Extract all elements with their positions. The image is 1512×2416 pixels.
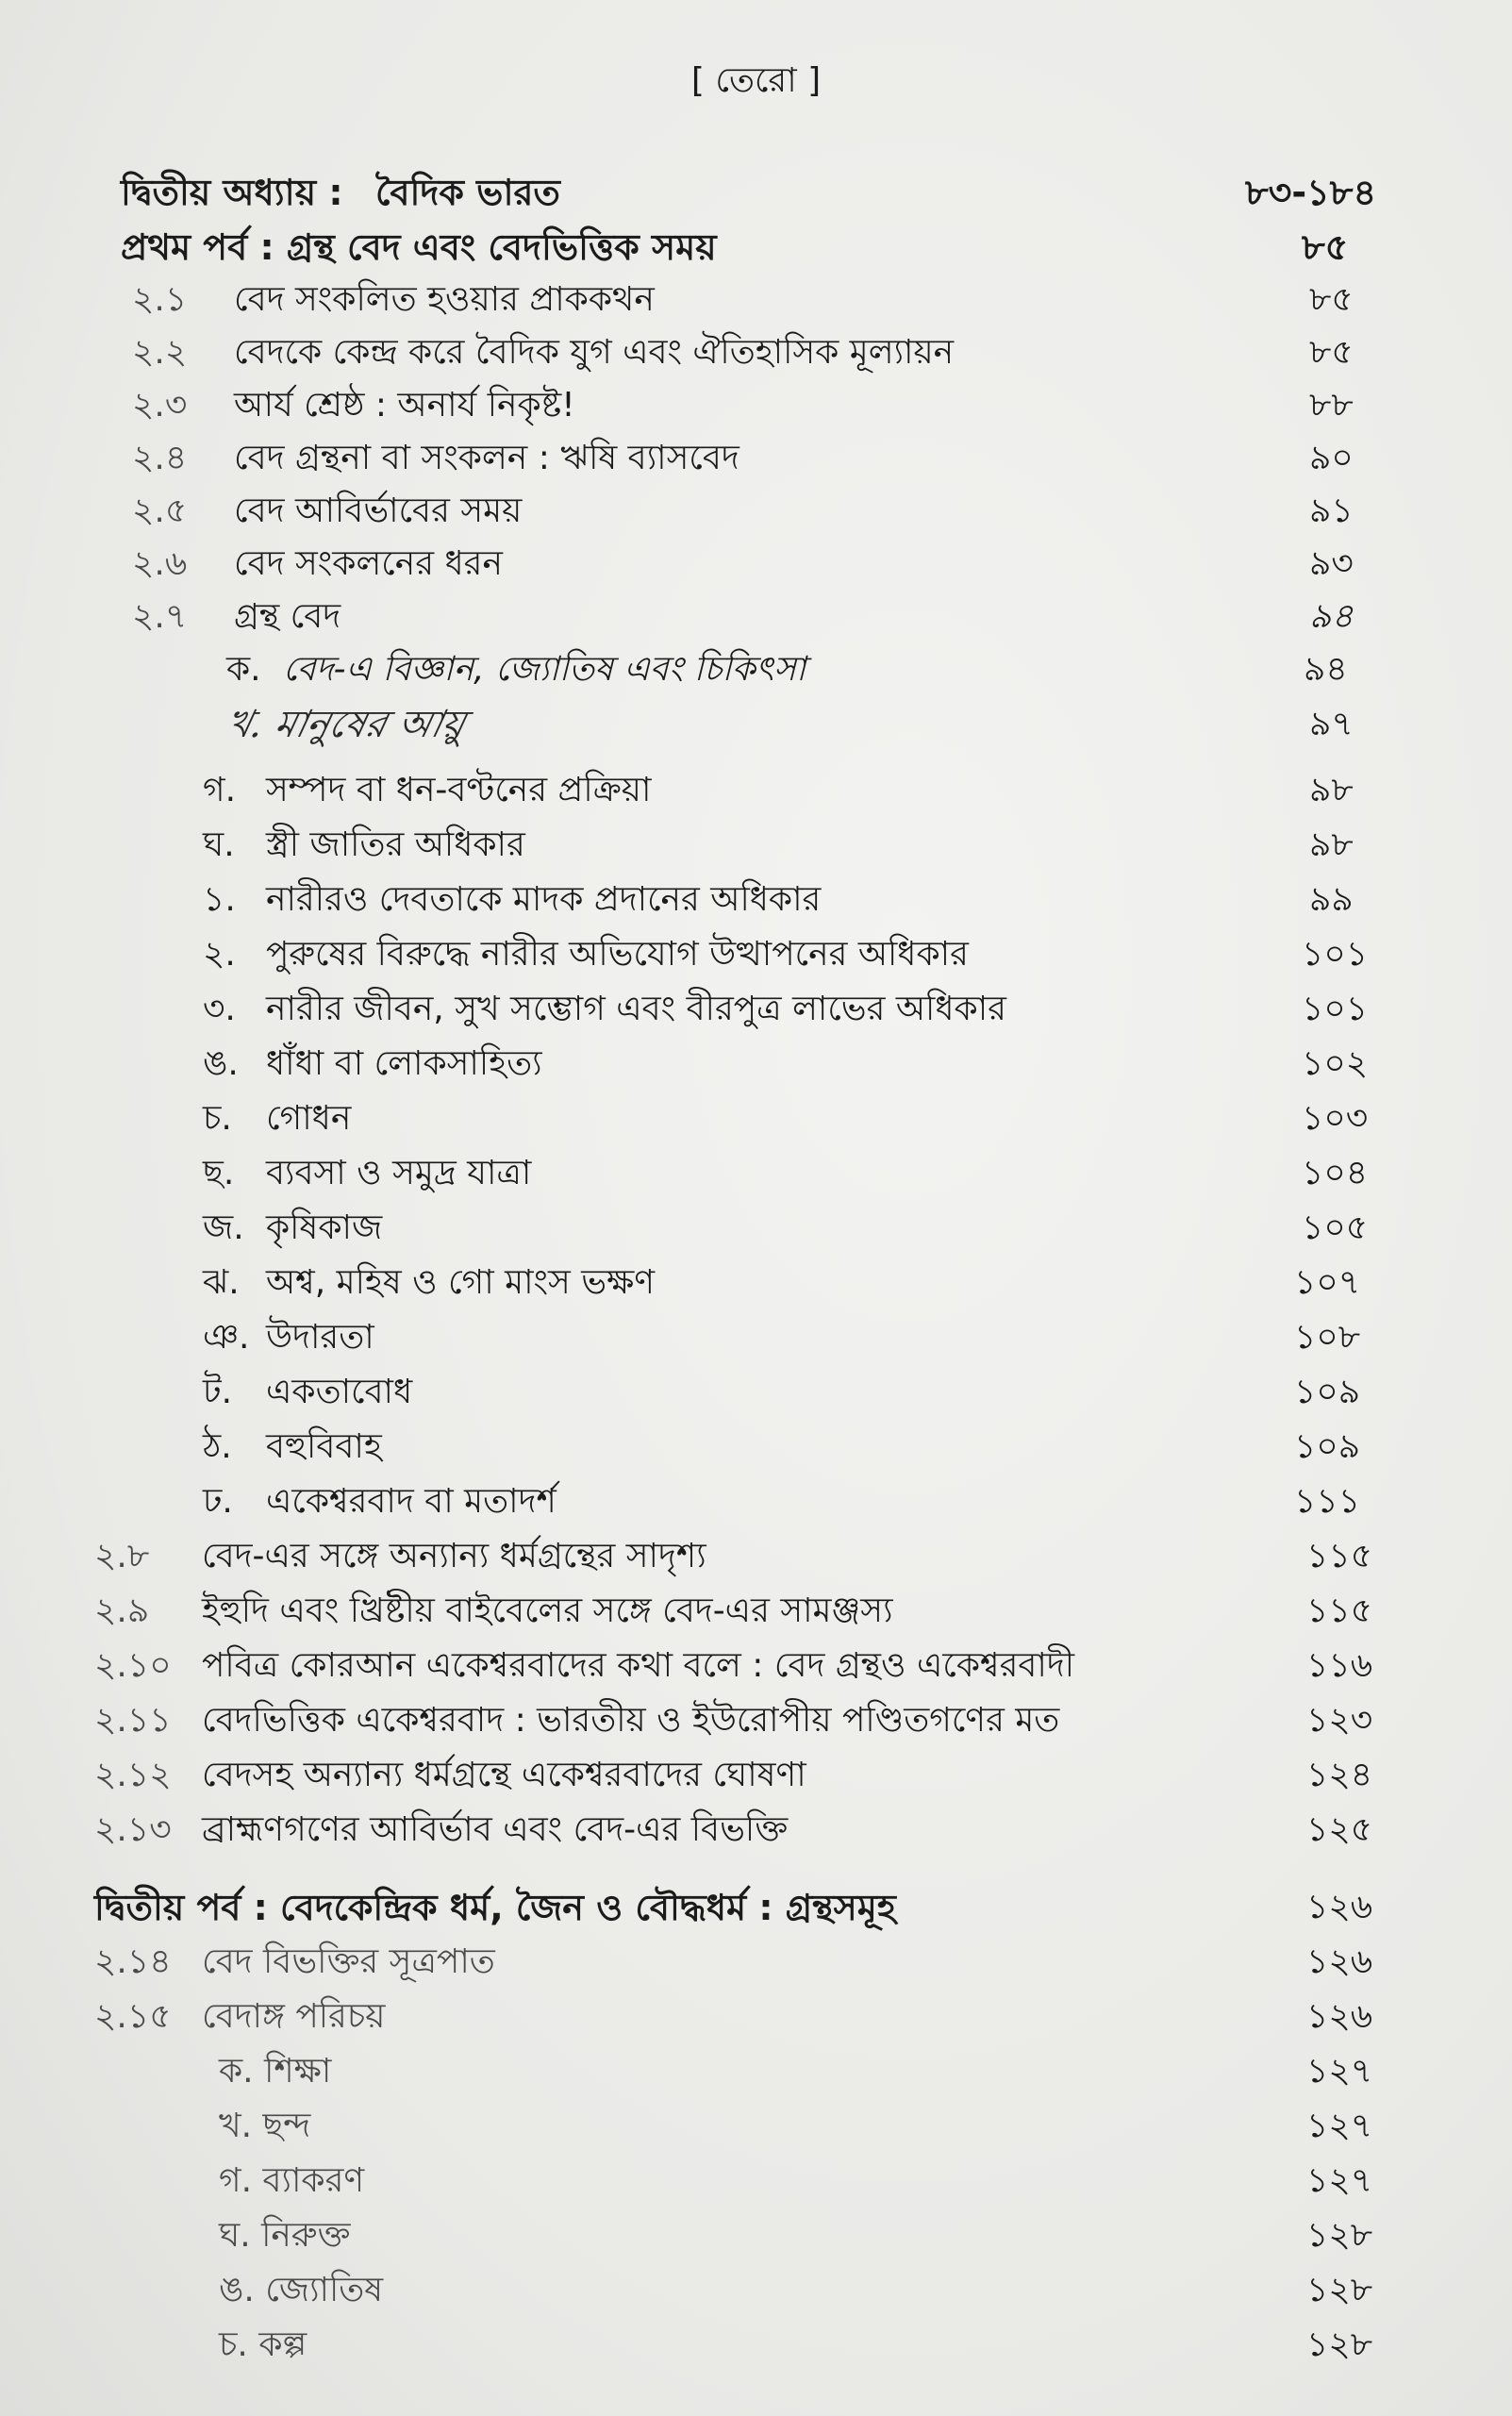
toc-title: পবিত্র কোরআন একেশ্বরবাদের কথা বলে : বেদ গ্রন্থও একেশ্বরবাদী	[202, 1646, 1075, 1685]
toc-sub-row	[0, 1258, 1512, 1308]
toc-sub-page: ১০২	[1302, 1044, 1369, 1083]
toc-sub-title: পুরুষের বিরুদ্ধে নারীর অভিযোগ উত্থাপনের অধিকার	[266, 935, 969, 974]
toc-sub-title: ব্যবসা ও সমুদ্র যাত্রা	[266, 1154, 532, 1192]
toc-sub-title: বেদ-এ বিজ্ঞান, জ্যোতিষ এবং চিকিৎসা	[283, 650, 806, 689]
toc-title: বেদ সংকলিত হওয়ার প্রাককথন	[234, 280, 655, 319]
toc-sub-row	[0, 930, 1512, 979]
toc-sub-row	[0, 1313, 1512, 1362]
toc-page: ৯০	[1309, 439, 1354, 477]
toc-sub-num: ঠ.	[203, 1427, 232, 1466]
toc-title: বেদকে কেন্দ্র করে বৈদিক যুগ এবং ঐতিহাসিক মূল্যায়ন	[234, 333, 955, 372]
toc-row	[0, 1992, 1512, 2041]
toc-sub-title: ঘ. নিরুক্ত	[219, 2216, 351, 2255]
handwritten-entry: খ. মানুষের আয়ু	[222, 703, 470, 746]
toc-sub-row	[0, 1423, 1512, 1472]
toc-sub-row	[0, 1040, 1512, 1089]
toc-num: ২.৪	[132, 439, 188, 477]
toc-num: ২.৯	[94, 1591, 150, 1630]
toc-page: ৯৩	[1309, 544, 1354, 583]
toc-sub-num: ঝ.	[203, 1263, 240, 1302]
toc-sub-page: ১০৭	[1294, 1263, 1361, 1302]
toc-sub-page: ১২৮	[1306, 2216, 1373, 2255]
toc-sub-page: ১০৮	[1294, 1318, 1361, 1357]
toc-num: ২.১০	[94, 1646, 172, 1685]
toc-page: ১১৫	[1306, 1591, 1373, 1630]
toc-sub-title: ধাঁধা বা লোকসাহিত্য	[266, 1044, 542, 1083]
toc-sub-page: ৯৯	[1309, 880, 1354, 919]
toc-page: ৯১	[1309, 492, 1354, 530]
toc-sub-page: ১১১	[1294, 1482, 1361, 1521]
toc-sub-row	[0, 985, 1512, 1034]
toc-page: ৮৫	[1309, 333, 1354, 372]
toc-num: ২.৫	[132, 492, 188, 530]
toc-sub-row	[0, 1204, 1512, 1253]
part-page: ৮৫	[1302, 226, 1349, 268]
toc-num: ২.৭	[132, 597, 188, 636]
toc-row	[0, 1532, 1512, 1581]
toc-sub-row	[0, 2211, 1512, 2260]
toc-row	[0, 1641, 1512, 1691]
toc-row	[0, 381, 1512, 430]
toc-sub-page: ৯৪	[1304, 650, 1348, 689]
toc-num: ২.১৩	[94, 1810, 172, 1849]
part-heading	[0, 223, 1512, 272]
toc-sub-num: গ.	[203, 771, 237, 809]
toc-sub-num: ঘ.	[203, 825, 235, 864]
toc-sub-title: বহুবিবাহ	[266, 1427, 382, 1466]
toc-sub-page: ১২৭	[1306, 2161, 1373, 2200]
toc-sub-page: ১০১	[1302, 990, 1369, 1028]
toc-row	[0, 1587, 1512, 1636]
part-title: প্রথম পর্ব : গ্রন্থ বেদ এবং বেদভিত্তিক সময়	[121, 226, 717, 268]
toc-page: ১১৫	[1306, 1537, 1373, 1575]
toc-num: ২.১১	[94, 1701, 172, 1740]
toc-sub-row	[0, 1477, 1512, 1526]
toc-sub-title: নারীরও দেবতাকে মাদক প্রদানের অধিকার	[266, 880, 822, 919]
toc-sub-num: ঢ.	[203, 1482, 233, 1521]
toc-sub-row	[0, 645, 1512, 694]
toc-page: ১২৪	[1306, 1756, 1373, 1794]
part-page: ১২৬	[1306, 1888, 1373, 1926]
toc-page: ৯৪	[1309, 597, 1354, 636]
toc-page: ১২৩	[1306, 1701, 1373, 1740]
toc-sub-row	[0, 1149, 1512, 1198]
toc-sub-row	[0, 821, 1512, 870]
toc-row	[0, 1751, 1512, 1800]
chapter-title: দ্বিতীয় অধ্যায় :	[121, 172, 343, 213]
toc-sub-page: ৯৮	[1309, 825, 1354, 864]
toc-sub-row	[0, 875, 1512, 925]
toc-row	[0, 540, 1512, 589]
toc-title: বেদ আবির্ভাবের সময়	[234, 492, 523, 530]
toc-row	[0, 592, 1512, 641]
toc-sub-title: গ. ব্যাকরণ	[219, 2161, 365, 2200]
toc-page: ৮৮	[1309, 386, 1354, 425]
toc-num: ২.১৪	[94, 1942, 172, 1981]
toc-title: বেদসহ অন্যান্য ধর্মগ্রন্থে একেশ্বরবাদের ঘোষণা	[202, 1756, 806, 1794]
toc-sub-page: ১২৮	[1306, 2325, 1373, 2364]
toc-num: ২.১	[132, 280, 188, 319]
toc-sub-row	[0, 1368, 1512, 1417]
toc-sub-num: ৩.	[203, 990, 236, 1028]
part-title: দ্বিতীয় পর্ব : বেদকেন্দ্রিক ধর্ম, জৈন ও বৌদ্ধধর্ম : গ্রন্থসমূহ	[94, 1887, 896, 1928]
toc-title: বেদ গ্রন্থনা বা সংকলন : ঋষি ব্যাসবেদ	[234, 439, 739, 477]
toc-title: বেদভিত্তিক একেশ্বরবাদ : ভারতীয় ও ইউরোপীয় পণ্ডিতগণের মত	[202, 1701, 1060, 1740]
toc-row	[0, 434, 1512, 483]
toc-sub-num: ক.	[226, 650, 261, 689]
toc-sub-page: ১০৪	[1302, 1154, 1369, 1192]
toc-row	[0, 1806, 1512, 1855]
toc-page: ১২৬	[1306, 1942, 1373, 1981]
chapter-pages: ৮৩-১৮৪	[1245, 172, 1377, 213]
toc-title: বেদাঙ্গ পরিচয়	[202, 1997, 386, 2036]
toc-page: ১১৬	[1306, 1646, 1373, 1685]
toc-sub-title: কৃষিকাজ	[266, 1208, 383, 1247]
toc-title: ব্রাহ্মণগণের আবির্ভাব এবং বেদ-এর বিভক্তি	[202, 1810, 789, 1849]
toc-sub-title: ঙ. জ্যোতিষ	[219, 2271, 384, 2309]
toc-sub-page: ১২৭	[1306, 2052, 1373, 2091]
toc-sub-page: ১০৯	[1294, 1373, 1361, 1411]
toc-sub-title: ক. শিক্ষা	[219, 2052, 332, 2091]
toc-sub-row	[0, 2321, 1512, 2370]
toc-sub-num: ঞ.	[203, 1318, 250, 1357]
toc-num: ২.১৫	[94, 1997, 172, 2036]
toc-title: ইহুদি এবং খ্রিষ্টীয় বাইবেলের সঙ্গে বেদ-এর সামঞ্জস্য	[202, 1591, 893, 1630]
toc-sub-title: উদারতা	[266, 1318, 374, 1357]
toc-sub-row	[0, 2047, 1512, 2096]
toc-row	[0, 1696, 1512, 1745]
toc-num: ২.৮	[94, 1537, 150, 1575]
toc-sub-title: সম্পদ বা ধন-বণ্টনের প্রক্রিয়া	[266, 771, 652, 809]
toc-sub-title: গোধন	[266, 1099, 352, 1138]
toc-row	[0, 275, 1512, 325]
toc-sub-title: খ. ছন্দ	[219, 2107, 311, 2145]
chapter-subject: বৈদিক ভারত	[375, 172, 560, 213]
toc-num: ২.২	[132, 333, 188, 372]
toc-sub-num: চ.	[203, 1099, 232, 1138]
toc-num: ২.৬	[132, 544, 188, 583]
toc-sub-num: ঙ.	[203, 1044, 239, 1083]
toc-sub-row	[0, 1094, 1512, 1143]
toc-num: ২.৩	[132, 386, 188, 425]
toc-sub-page: ১০৯	[1294, 1427, 1361, 1466]
toc-sub-title: নারীর জীবন, সুখ সম্ভোগ এবং বীরপুত্র লাভের অধিকার	[266, 990, 1006, 1028]
toc-title: বেদ বিভক্তির সূত্রপাত	[202, 1942, 495, 1981]
page-header: [ তেরো ]	[690, 61, 822, 100]
toc-sub-num: ট.	[203, 1373, 233, 1411]
toc-sub-title: চ. কল্প	[219, 2325, 307, 2364]
toc-page: ৮৫	[1309, 280, 1354, 319]
toc-sub-row	[0, 766, 1512, 815]
toc-title: আর্য শ্রেষ্ঠ : অনার্য নিকৃষ্ট!	[234, 386, 575, 425]
toc-row	[0, 328, 1512, 377]
toc-sub-row	[0, 2157, 1512, 2206]
toc-sub-num: জ.	[203, 1208, 244, 1247]
toc-title: গ্রন্থ বেদ	[234, 597, 341, 636]
toc-sub-page: ১২৭	[1306, 2107, 1373, 2145]
toc-sub-page: ৯৮	[1309, 771, 1354, 809]
toc-title: বেদ-এর সঙ্গে অন্যান্য ধর্মগ্রন্থের সাদৃশ্য	[202, 1537, 706, 1575]
toc-sub-page: ১০১	[1302, 935, 1369, 974]
toc-sub-title: একেশ্বরবাদ বা মতাদর্শ	[266, 1482, 557, 1521]
toc-sub-title: স্ত্রী জাতির অধিকার	[266, 825, 525, 864]
toc-sub-title: অশ্ব, মহিষ ও গো মাংস ভক্ষণ	[266, 1263, 656, 1302]
part-heading	[0, 1883, 1512, 1932]
toc-sub-row	[0, 2102, 1512, 2151]
toc-sub-num: ১.	[203, 880, 236, 919]
toc-title: বেদ সংকলনের ধরন	[234, 544, 503, 583]
toc-page: ১২৬	[1306, 1997, 1373, 2036]
toc-page: ১২৫	[1306, 1810, 1373, 1849]
toc-sub-page: ১০৫	[1302, 1208, 1369, 1247]
chapter-row	[0, 168, 1512, 217]
toc-sub-page: ৯৭	[1309, 705, 1354, 743]
toc-sub-page: ১২৮	[1306, 2271, 1373, 2309]
toc-sub-row	[0, 2266, 1512, 2315]
toc-sub-row-handwritten	[0, 700, 1512, 749]
toc-num: ২.১২	[94, 1756, 172, 1794]
toc-sub-num: ২.	[203, 935, 236, 974]
toc-sub-num: ছ.	[203, 1154, 235, 1192]
toc-sub-title: একতাবোধ	[266, 1373, 413, 1411]
toc-sub-page: ১০৩	[1302, 1099, 1369, 1138]
toc-row	[0, 1938, 1512, 1987]
toc-row	[0, 487, 1512, 536]
